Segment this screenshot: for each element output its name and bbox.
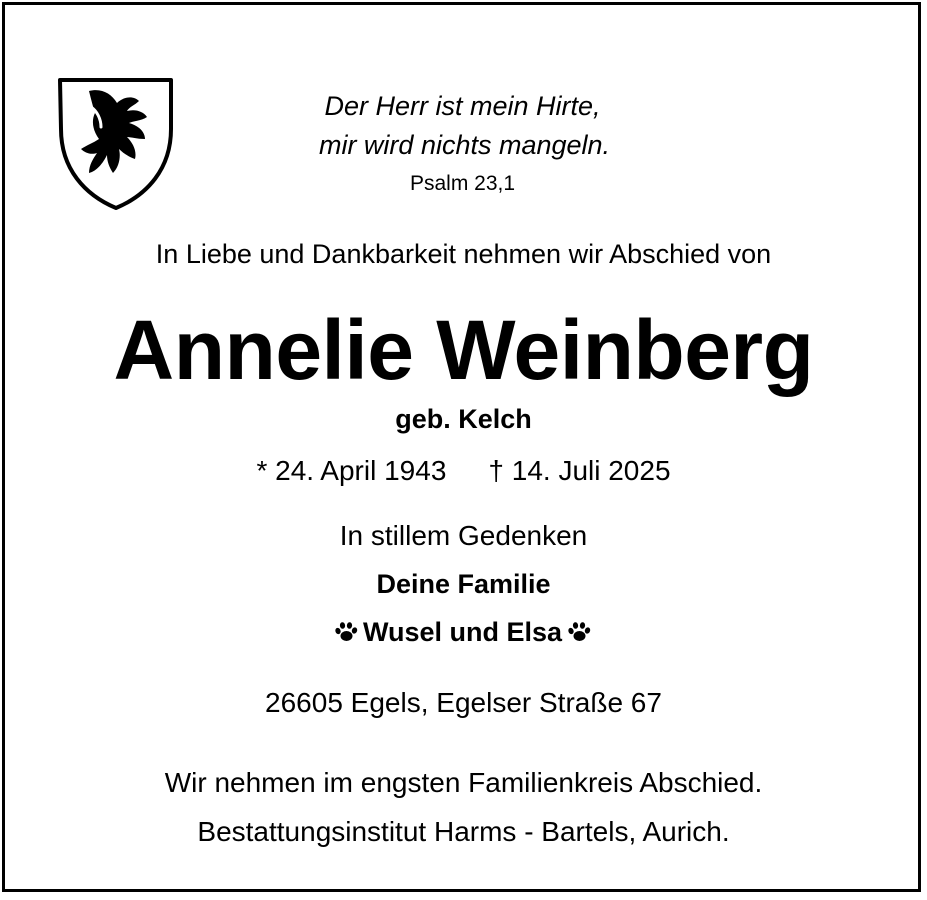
funeral-home: Bestattungsinstitut Harms - Bartels, Aurich. <box>197 816 730 847</box>
paw-print-icon <box>334 620 358 644</box>
paw-print-icon <box>567 620 591 644</box>
pets-names: Wusel und Elsa <box>362 617 563 647</box>
death-date: † 14. Juli 2025 <box>488 455 671 486</box>
address: 26605 Egels, Egelser Straße 67 <box>265 687 662 718</box>
verse-line-1: Der Herr ist mein Hirte, <box>324 91 601 121</box>
verse-line-2: mir wird nichts mangeln. <box>318 130 611 160</box>
birth-date: * 24. April 1943 <box>256 455 447 486</box>
pets-signature <box>0 617 926 648</box>
life-dates <box>0 454 927 488</box>
memory-text: In stillem Gedenken <box>339 520 588 551</box>
verse-reference: Psalm 23,1 <box>409 172 516 195</box>
family-signature: Deine Familie <box>376 569 551 599</box>
deceased-name: Annelie Weinberg <box>113 303 814 397</box>
intro-text: In Liebe und Dankbarkeit nehmen wir Abschied von <box>155 239 772 269</box>
farewell-note: Wir nehmen im engsten Familienkreis Abschied. <box>164 767 763 798</box>
maiden-name: geb. Kelch <box>395 404 532 434</box>
